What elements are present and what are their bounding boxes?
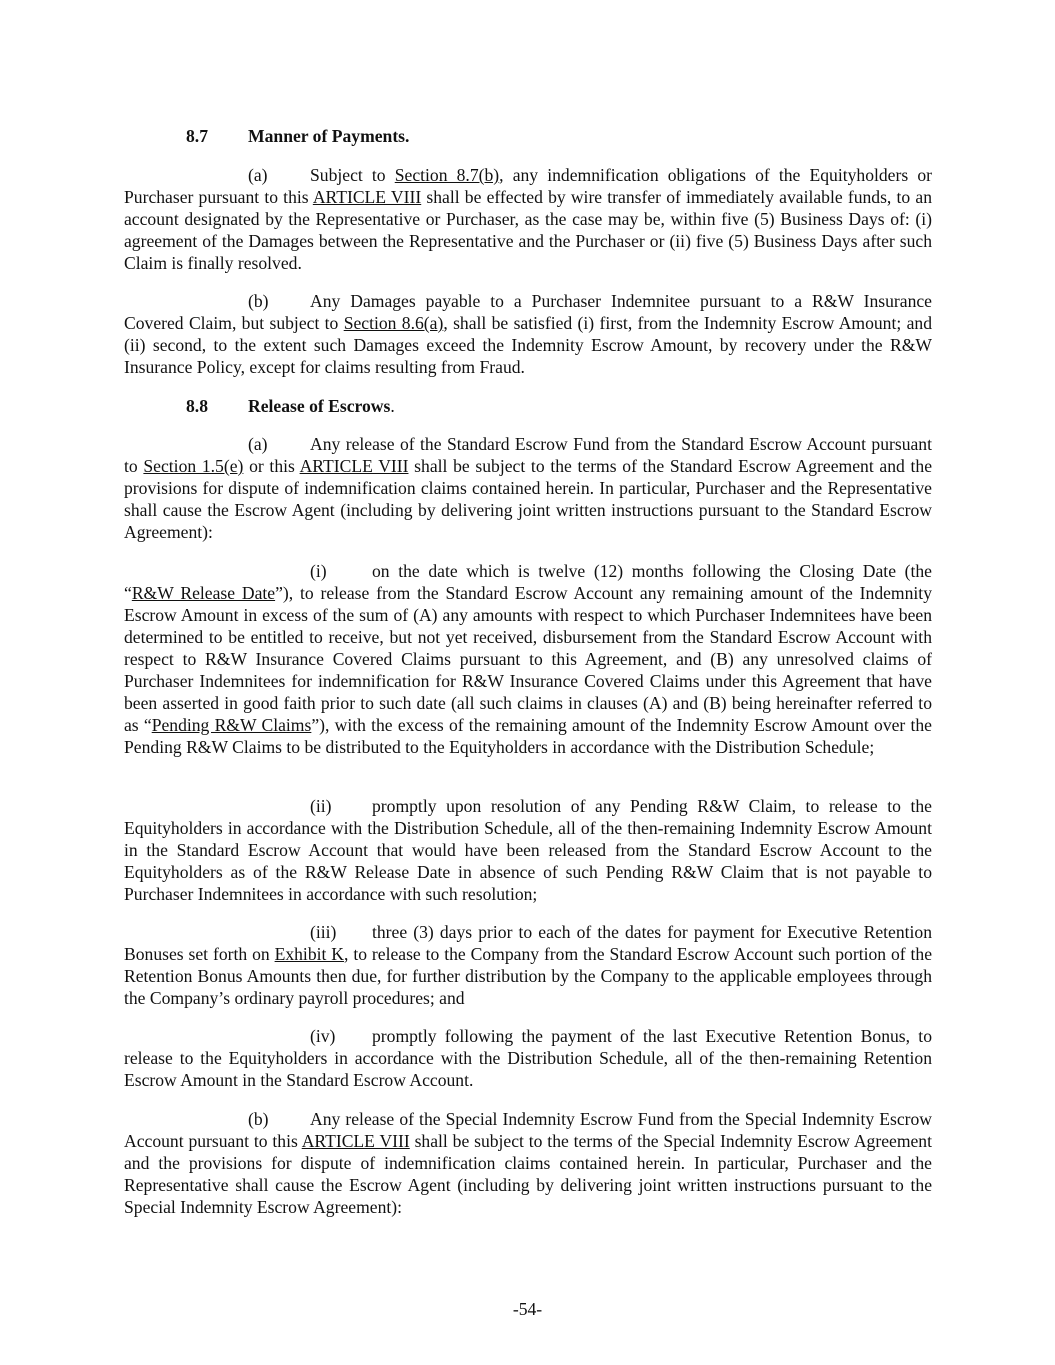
paragraph-8-7-b: (b) Any Damages payable to a Purchaser Indemnitee pursuant to a R&W Insurance Covered Claim, but subject to Section 8.6(a), shall be satisfied (i) first, from the Indemnity Escrow Amount; and (ii) second, to the extent such Damages exceed the Indemnity Escrow Amount, by recovery under the R&W Insurance Policy, except for claims resulting from Fraud.	[124, 291, 932, 377]
cross-reference-link[interactable]: ARTICLE VIII	[299, 456, 409, 476]
paragraph-8-8-a-iii: (iii) three (3) days prior to each of the dates for payment for Executive Retention Bonuses set forth on Exhibit K, to release to the Company from the Standard Escrow Account such portion of the Retention Bonus Amounts then due, for further distribution by the Company to the applicable employees through the Company’s ordinary payroll procedures; and	[124, 922, 933, 1008]
defined-term: Pending R&W Claims	[151, 715, 312, 735]
section-number: 8.8	[186, 396, 208, 416]
paragraph-marker: (b)	[248, 291, 269, 311]
cross-reference-link[interactable]: Section 8.7(b)	[394, 165, 500, 185]
section-heading-8-7	[186, 125, 409, 147]
section-title: Manner of Payments.	[248, 126, 410, 146]
paragraph-marker: (a)	[248, 434, 268, 454]
paragraph-marker: (ii)	[310, 796, 332, 816]
paragraph-marker: (iii)	[310, 922, 337, 942]
paragraph-marker: (a)	[248, 165, 268, 185]
cross-reference-link[interactable]: Section 1.5(e)	[143, 456, 244, 476]
paragraph-marker: (iv)	[310, 1026, 336, 1046]
cross-reference-link[interactable]: ARTICLE VIII	[312, 187, 422, 207]
paragraph-8-8-a: (a) Any release of the Standard Escrow Fund from the Standard Escrow Account pursuant to Section 1.5(e) or this ARTICLE VIII shall be subject to the terms of the Standard Escrow Agreement and the provisions for dispute of indemnification claims contained herein. In particular, Purchaser and the Representative shall cause the Escrow Agent (including by delivering joint written instructions pursuant to the Standard Escrow Agreement):	[124, 434, 932, 542]
cross-reference-link[interactable]: Exhibit K	[274, 944, 345, 964]
defined-term: R&W Release Date	[131, 583, 276, 603]
paragraph-8-8-b: (b) Any release of the Special Indemnity Escrow Fund from the Special Indemnity Escrow Account pursuant to this ARTICLE VIII shall be subject to the terms of the Special Indemnity Escrow Agreement and the provisions for dispute of indemnification claims contained herein. In particular, Purchaser and the Representative shall cause the Escrow Agent (including by delivering joint written instructions pursuant to the Special Indemnity Escrow Agreement):	[124, 1109, 932, 1217]
cross-reference-link[interactable]: ARTICLE VIII	[301, 1131, 410, 1151]
page-number: -54-	[512, 1299, 543, 1319]
paragraph-8-8-a-ii: (ii) promptly upon resolution of any Pending R&W Claim, to release to the Equityholders in accordance with the Distribution Schedule, all of the then-remaining Indemnity Escrow Amount in the Standard Escrow Account that would have been released from the Standard Escrow Account to the Equityholders as of the R&W Release Date in absence of such Pending R&W Claim that is not payable to Purchaser Indemnitees in accordance with such resolution;	[124, 796, 932, 904]
paragraph-marker: (b)	[248, 1109, 269, 1129]
paragraph-8-7-a: (a) Subject to Section 8.7(b), any indemnification obligations of the Equityholders or Purchaser pursuant to this ARTICLE VIII shall be effected by wire transfer of immediately available funds, to an account designated by the Representative or Purchaser, as the case may be, within five (5) Business Days of: (i) agreement of the Damages between the Representative and the Purchaser or (ii) five (5) Business Days after such Claim is finally resolved.	[124, 165, 932, 273]
paragraph-marker: (i)	[310, 561, 327, 581]
section-title: Release of Escrows	[248, 396, 391, 416]
cross-reference-link[interactable]: Section 8.6(a)	[343, 313, 444, 333]
paragraph-8-8-a-iv: (iv) promptly following the payment of the last Executive Retention Bonus, to release to the Equityholders in accordance with the Distribution Schedule, all of the then-remaining Retention Escrow Amount in the Standard Escrow Account.	[124, 1026, 932, 1090]
paragraph-8-8-a-i: (i) on the date which is twelve (12) months following the Closing Date (the “R&W Release Date”), to release from the Standard Escrow Account any remaining amount of the Indemnity Escrow Amount in excess of the sum of (A) any amounts with respect to which Purchaser Indemnitees have been determined to be entitled to receive, but not yet received, disbursement from the Standard Escrow Account with respect to R&W Insurance Covered Claims pursuant to this Agreement, and (B) any unresolved claims of Purchaser Indemnitees for indemnification for R&W Insurance Covered Claims under this Agreement that have been asserted in good faith prior to such date (all such claims in clauses (A) and (B) being hereinafter referred to as “Pending R&W Claims”), with the excess of the remaining amount of the Indemnity Escrow Amount over the Pending R&W Claims to be distributed to the Equityholders in accordance with the Distribution Schedule;	[124, 561, 932, 757]
section-heading-8-8: 8.8 Release of Escrows.	[186, 396, 395, 416]
section-number: 8.7	[186, 126, 208, 146]
